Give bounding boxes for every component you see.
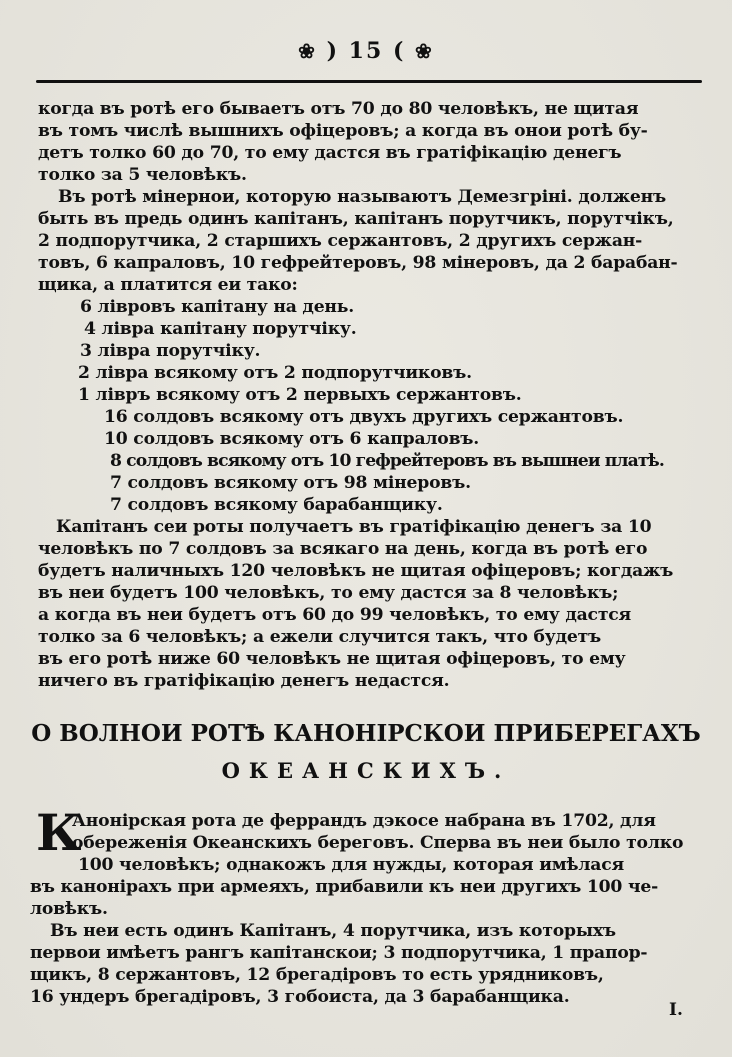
pay-list-item: 1 лівръ всякому отъ 2 первыхъ сержантовъ.	[78, 385, 522, 405]
text-line: въ неи будетъ 100 человѣкъ, то ему дастся за 8 человѣкъ;	[38, 583, 619, 603]
header-rule	[36, 80, 702, 83]
pay-list-item: 16 солдовъ всякому отъ двухъ другихъ сержантовъ.	[104, 407, 624, 427]
pay-list-item: 10 солдовъ всякому отъ 6 капраловъ.	[104, 429, 480, 449]
text-line: быть въ предь одинъ капітанъ, капітанъ порутчикъ, порутчікъ,	[38, 209, 674, 229]
section-heading-line2: ОКЕАНСКИХЪ.	[221, 758, 511, 783]
pay-list-item: 4 ліврa капітану порутчіку.	[84, 319, 357, 339]
text-line: первои имѣетъ рангъ капітанскои; 3 подпорутчика, 1 прапор-	[30, 943, 648, 963]
ornament-right-icon: ❀	[415, 39, 434, 63]
text-line: 16 ундеръ брегадіровъ, 3 гобоиста, да 3 барабанщика.	[30, 987, 570, 1007]
signature-mark: I.	[669, 1000, 683, 1020]
section-heading: О ВОЛНОИ РОТѢ КАНОНІРСКОИ ПРИБЕРЕГАХЪ	[31, 720, 701, 747]
running-header	[0, 38, 732, 64]
text-line: щика, а платится еи тако:	[38, 275, 298, 295]
text-line: детъ толко 60 до 70, то ему дастся въ гратіфікацію денегъ	[38, 143, 622, 163]
text-line: ничего въ гратіфікацію денегъ недастся.	[38, 671, 450, 691]
text-line: въ его ротѣ ниже 60 человѣкъ не щитая офіцеровъ, то ему	[38, 649, 626, 669]
text-line: человѣкъ по 7 солдовъ за всякаго на день, когда въ ротѣ его	[38, 539, 648, 559]
pay-list-item: 7 солдовъ всякому барабанщику.	[110, 495, 443, 515]
text-line: будетъ наличныхъ 120 человѣкъ не щитая офіцеровъ; когдажъ	[38, 561, 674, 581]
text-line: толко за 5 человѣкъ.	[38, 165, 247, 185]
pay-list-item: 7 солдовъ всякому отъ 98 мінеровъ.	[110, 473, 471, 493]
text-line: когда въ ротѣ его бываетъ отъ 70 до 80 человѣкъ, не щитая	[38, 99, 639, 119]
pay-list-item: 2 ліврa всякому отъ 2 подпорутчиковъ.	[78, 363, 472, 383]
text-line: а когда въ неи будетъ отъ 60 до 99 человѣкъ, то ему дастся	[38, 605, 632, 625]
drop-cap: К	[36, 803, 82, 862]
text-line: обереженія Океанскихъ береговъ. Сперва въ неи было толко	[72, 833, 684, 853]
text-line: въ томъ числѣ вышнихъ офіцеровъ; а когда въ онои ротѣ бу-	[38, 121, 648, 141]
pay-list-item: 8 солдовъ всякому отъ 10 гефрейтеровъ въ вышнеи платѣ.	[110, 451, 664, 471]
text-line: въ канонірахъ при армеяхъ, прибавили къ неи другихъ 100 че-	[30, 877, 659, 897]
text-line: Въ неи есть одинъ Капітанъ, 4 порутчика, изъ которыхъ	[50, 921, 616, 941]
page-number: ) 15 (	[326, 38, 406, 64]
ornament-left-icon: ❀	[298, 39, 317, 63]
text-line: щикъ, 8 сержантовъ, 12 брегадіровъ то есть урядниковъ,	[30, 965, 604, 985]
text-line: 100 человѣкъ; однакожъ для нужды, которая имѣлася	[78, 855, 624, 875]
text-line: Анонірская рота де феррандъ дэкосе набрана въ 1702, для	[72, 811, 656, 831]
text-line: ловѣкъ.	[30, 899, 108, 919]
text-line: 2 подпорутчика, 2 старшихъ сержантовъ, 2 другихъ сержан-	[38, 231, 643, 251]
text-line: Капітанъ сеи роты получаетъ въ гратіфікацію денегъ за 10	[56, 517, 652, 537]
pay-list-item: 3 ліврa порутчіку.	[80, 341, 261, 361]
text-line: товъ, 6 капраловъ, 10 гефрейтеровъ, 98 мінеровъ, да 2 барабан-	[38, 253, 678, 273]
pay-list-item: 6 лівровъ капітану на день.	[80, 297, 355, 317]
text-line: Въ ротѣ мінернои, которую называютъ Демезгріні. долженъ	[58, 187, 667, 207]
text-line: толко за 6 человѣкъ; а ежели случится такъ, что будетъ	[38, 627, 602, 647]
